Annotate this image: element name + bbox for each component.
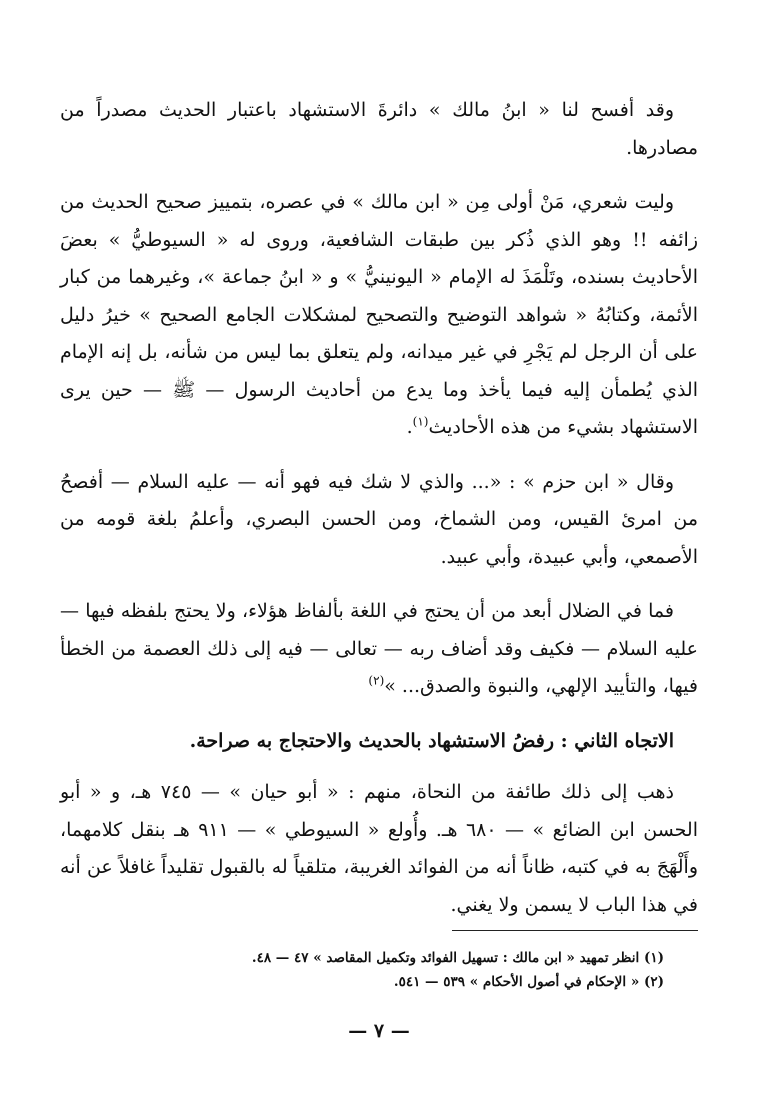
paragraph-5: ذهب إلى ذلك طائفة من النحاة، منهم : « أبو حيان » — ٧٤٥ هـ، و « أبو الحسن ابن الضائع » — ٦٨٠ هـ. وأُولع « السيوطي » — ٩١١ هـ بنقل كلامهما، وأَلْهَجَ به في كتبه، ظاناً أنه من الفوائد الغريبة، متلقياً له بالقبول تقليداً غافلاً عن أنه في هذا الباب لا يسمن ولا يغني. [60, 781, 698, 916]
footnote-2: (٢) « الإحكام في أصول الأحكام » ٥٣٩ — ٥٤١. [393, 974, 664, 990]
paragraph-4-text: فما في الضلال أبعد من أن يحتج في اللغة بألفاظ هؤلاء، ولا يحتج بلفظه فيها — عليه السلام — فكيف وقد أضاف ربه — تعالى — فيه إلى ذلك العصمة من الخطأ فيها، والتأييد الإلهي، والنبوة والصدق... » [60, 600, 698, 697]
footnote-ref-2: (٢) [368, 673, 385, 688]
paragraph-1: وقد أفسح لنا « ابنُ مالك » دائرةَ الاستشهاد باعتبار الحديث مصدراً من مصادرها. [60, 99, 698, 159]
section-heading [60, 723, 698, 761]
footnote-1: (١) انظر تمهيد « ابن مالك : تسهيل الفوائد وتكميل المقاصد » ٤٧ — ٤٨. [251, 950, 664, 966]
paragraph-2-end: . [406, 416, 413, 438]
main-text [60, 92, 698, 924]
footnote-ref-1: (١) [412, 414, 429, 429]
page-number: — ٧ — [348, 1020, 410, 1042]
paragraph-3: وقال « ابن حزم » : «... والذي لا شك فيه فهو أنه — عليه السلام — أفصحُ من امرئ القيس، ومن الشماخ، ومن الحسن البصري، وأعلمُ بلغة قومه من الأصمعي، وأبي عبيدة، وأبي عبيد. [60, 470, 698, 568]
section-heading-text: رفضُ الاستشهاد بالحديث والاحتجاج به صراحة. [189, 729, 561, 752]
paragraph-2 [60, 184, 698, 447]
footnotes [104, 946, 664, 994]
paragraph-2-text: وليت شعري، مَنْ أولى مِن « ابن مالك » في عصره، بتمييز صحيح الحديث من زائفه !! وهو الذي ذُكر بين طبقات الشافعية، وروى له « السيوطيُّ » بعضَ الأحاديث بسنده، وتَلْمَذَ له الإمام « اليونينيُّ » و « ابنُ جماعة »، وغيرهما من كبار الأئمة، وكتابُهُ « شواهد التوضيح والتصحيح لمشكلات الجامع الصحيح » خيرُ دليل على أن الرجل لم يَجْرِ في غير ميدانه، ولم يتعلق بما ليس من شأنه، بل إنه الإمام الذي يُطمأن إليه فيما يأخذ وما يدع من أحاديث الرسول — ﷺ — حين يرى الاستشهاد بشيء من هذه الأحاديث [60, 191, 698, 438]
footnote-divider [452, 930, 698, 931]
paragraph-4 [60, 593, 698, 706]
section-heading-lead: الاتجاه الثاني : [560, 729, 674, 752]
